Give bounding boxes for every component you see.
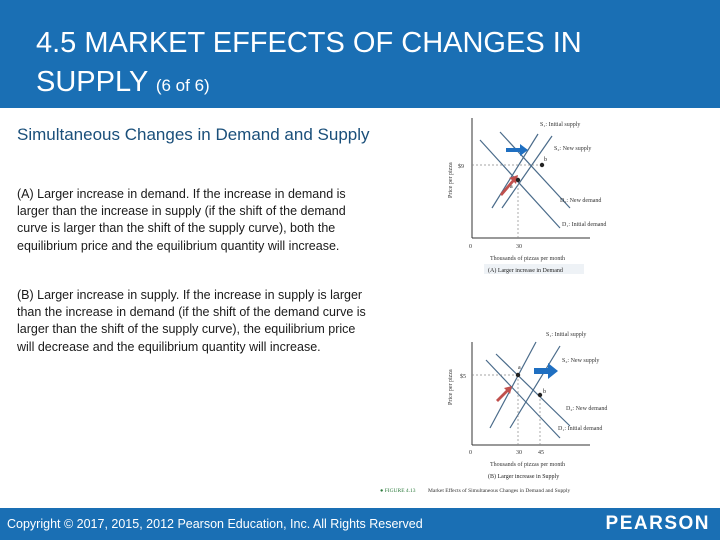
- figure-diagram: [380, 110, 720, 500]
- subheading: Simultaneous Changes in Demand and Supply: [17, 125, 370, 144]
- panel-a-panel-label: (A) Larger increase in Demand: [488, 268, 563, 274]
- paragraph-larger-supply: (B) Larger increase in supply. If the increase in supply is larger than the increase in demand (if the shift of the demand curve is larger than the shift of the supply curve), the equilibrium price will decrease and the equilibrium quantity will increase.: [17, 288, 366, 354]
- panel-b: [448, 332, 607, 480]
- panel-b-point-b: [538, 393, 542, 397]
- panel-a-supply-shift-arrow: [506, 144, 528, 156]
- panel-a-d2-label: D₂: New demand: [560, 198, 602, 204]
- panel-b-x-origin: 0: [469, 450, 472, 456]
- figure-caption-text: Market Effects of Simultaneous Changes in Demand and Supply: [428, 488, 571, 494]
- panel-a-s2-label: S₂: New supply: [554, 146, 592, 152]
- panel-b-xlabel: Thousands of pizzas per month: [490, 462, 565, 468]
- panel-b-point-a: [516, 373, 520, 377]
- title-main: 4.5 MARKET EFFECTS OF CHANGES IN SUPPLY: [36, 27, 582, 98]
- panel-a: [448, 118, 606, 274]
- panel-b-d1-label: D₁: Initial demand: [558, 426, 603, 432]
- panel-b-s2-label: S₂: New supply: [562, 358, 600, 364]
- panel-a-price-tick: $9: [458, 164, 464, 170]
- panel-b-supply-shift-arrow: [534, 363, 558, 379]
- panel-a-ylabel: Price per pizza: [448, 162, 454, 198]
- figure-caption-tag: ● FIGURE 4.13: [380, 488, 416, 494]
- paragraph-larger-demand: (A) Larger increase in demand. If the increase in demand is larger than the increase in supply (if the shift of the demand curve is larger than the shift of the supply curve), both the equilibrium price and the equilibrium quantity will increase.: [17, 187, 346, 253]
- panel-a-point-a-label: a: [510, 184, 513, 190]
- panel-a-point-a: [516, 178, 520, 182]
- panel-a-point-b: [540, 163, 544, 167]
- panel-b-ylabel: Price per pizza: [448, 369, 454, 405]
- panel-a-demand-shift-arrow: [500, 175, 518, 196]
- panel-b-x-tick-1: 30: [516, 450, 522, 456]
- panel-b-d2-label: D₂: New demand: [566, 406, 608, 412]
- panel-a-x-origin: 0: [469, 244, 472, 250]
- panel-b-point-b-label: b: [543, 389, 546, 395]
- panel-b-s1-label: S₁: Initial supply: [546, 332, 587, 338]
- panel-a-xlabel: Thousands of pizzas per month: [490, 256, 565, 262]
- panel-a-d1-label: D₁: Initial demand: [562, 222, 607, 228]
- title-suffix: (6 of 6): [155, 76, 210, 95]
- title-bar: [0, 0, 720, 108]
- panel-b-price-tick: $5: [460, 374, 466, 380]
- footer-bar: [0, 508, 720, 540]
- panel-a-x-tick: 30: [516, 244, 522, 250]
- panel-b-demand-shift-arrow: [496, 386, 512, 402]
- panel-a-s1-label: S₁: Initial supply: [540, 122, 581, 128]
- pearson-logo: PEARSON: [605, 513, 710, 534]
- panel-b-panel-label: (B) Larger increase in Supply: [488, 474, 560, 480]
- panel-a-point-b-label: b: [544, 157, 547, 163]
- slide-title: [36, 24, 696, 105]
- panel-b-point-a-label: a: [518, 365, 521, 371]
- copyright-text: Copyright © 2017, 2015, 2012 Pearson Education, Inc. All Rights Reserved: [7, 517, 423, 531]
- panel-b-x-tick-2: 45: [538, 450, 544, 456]
- panel-b-supply-new: [510, 346, 560, 428]
